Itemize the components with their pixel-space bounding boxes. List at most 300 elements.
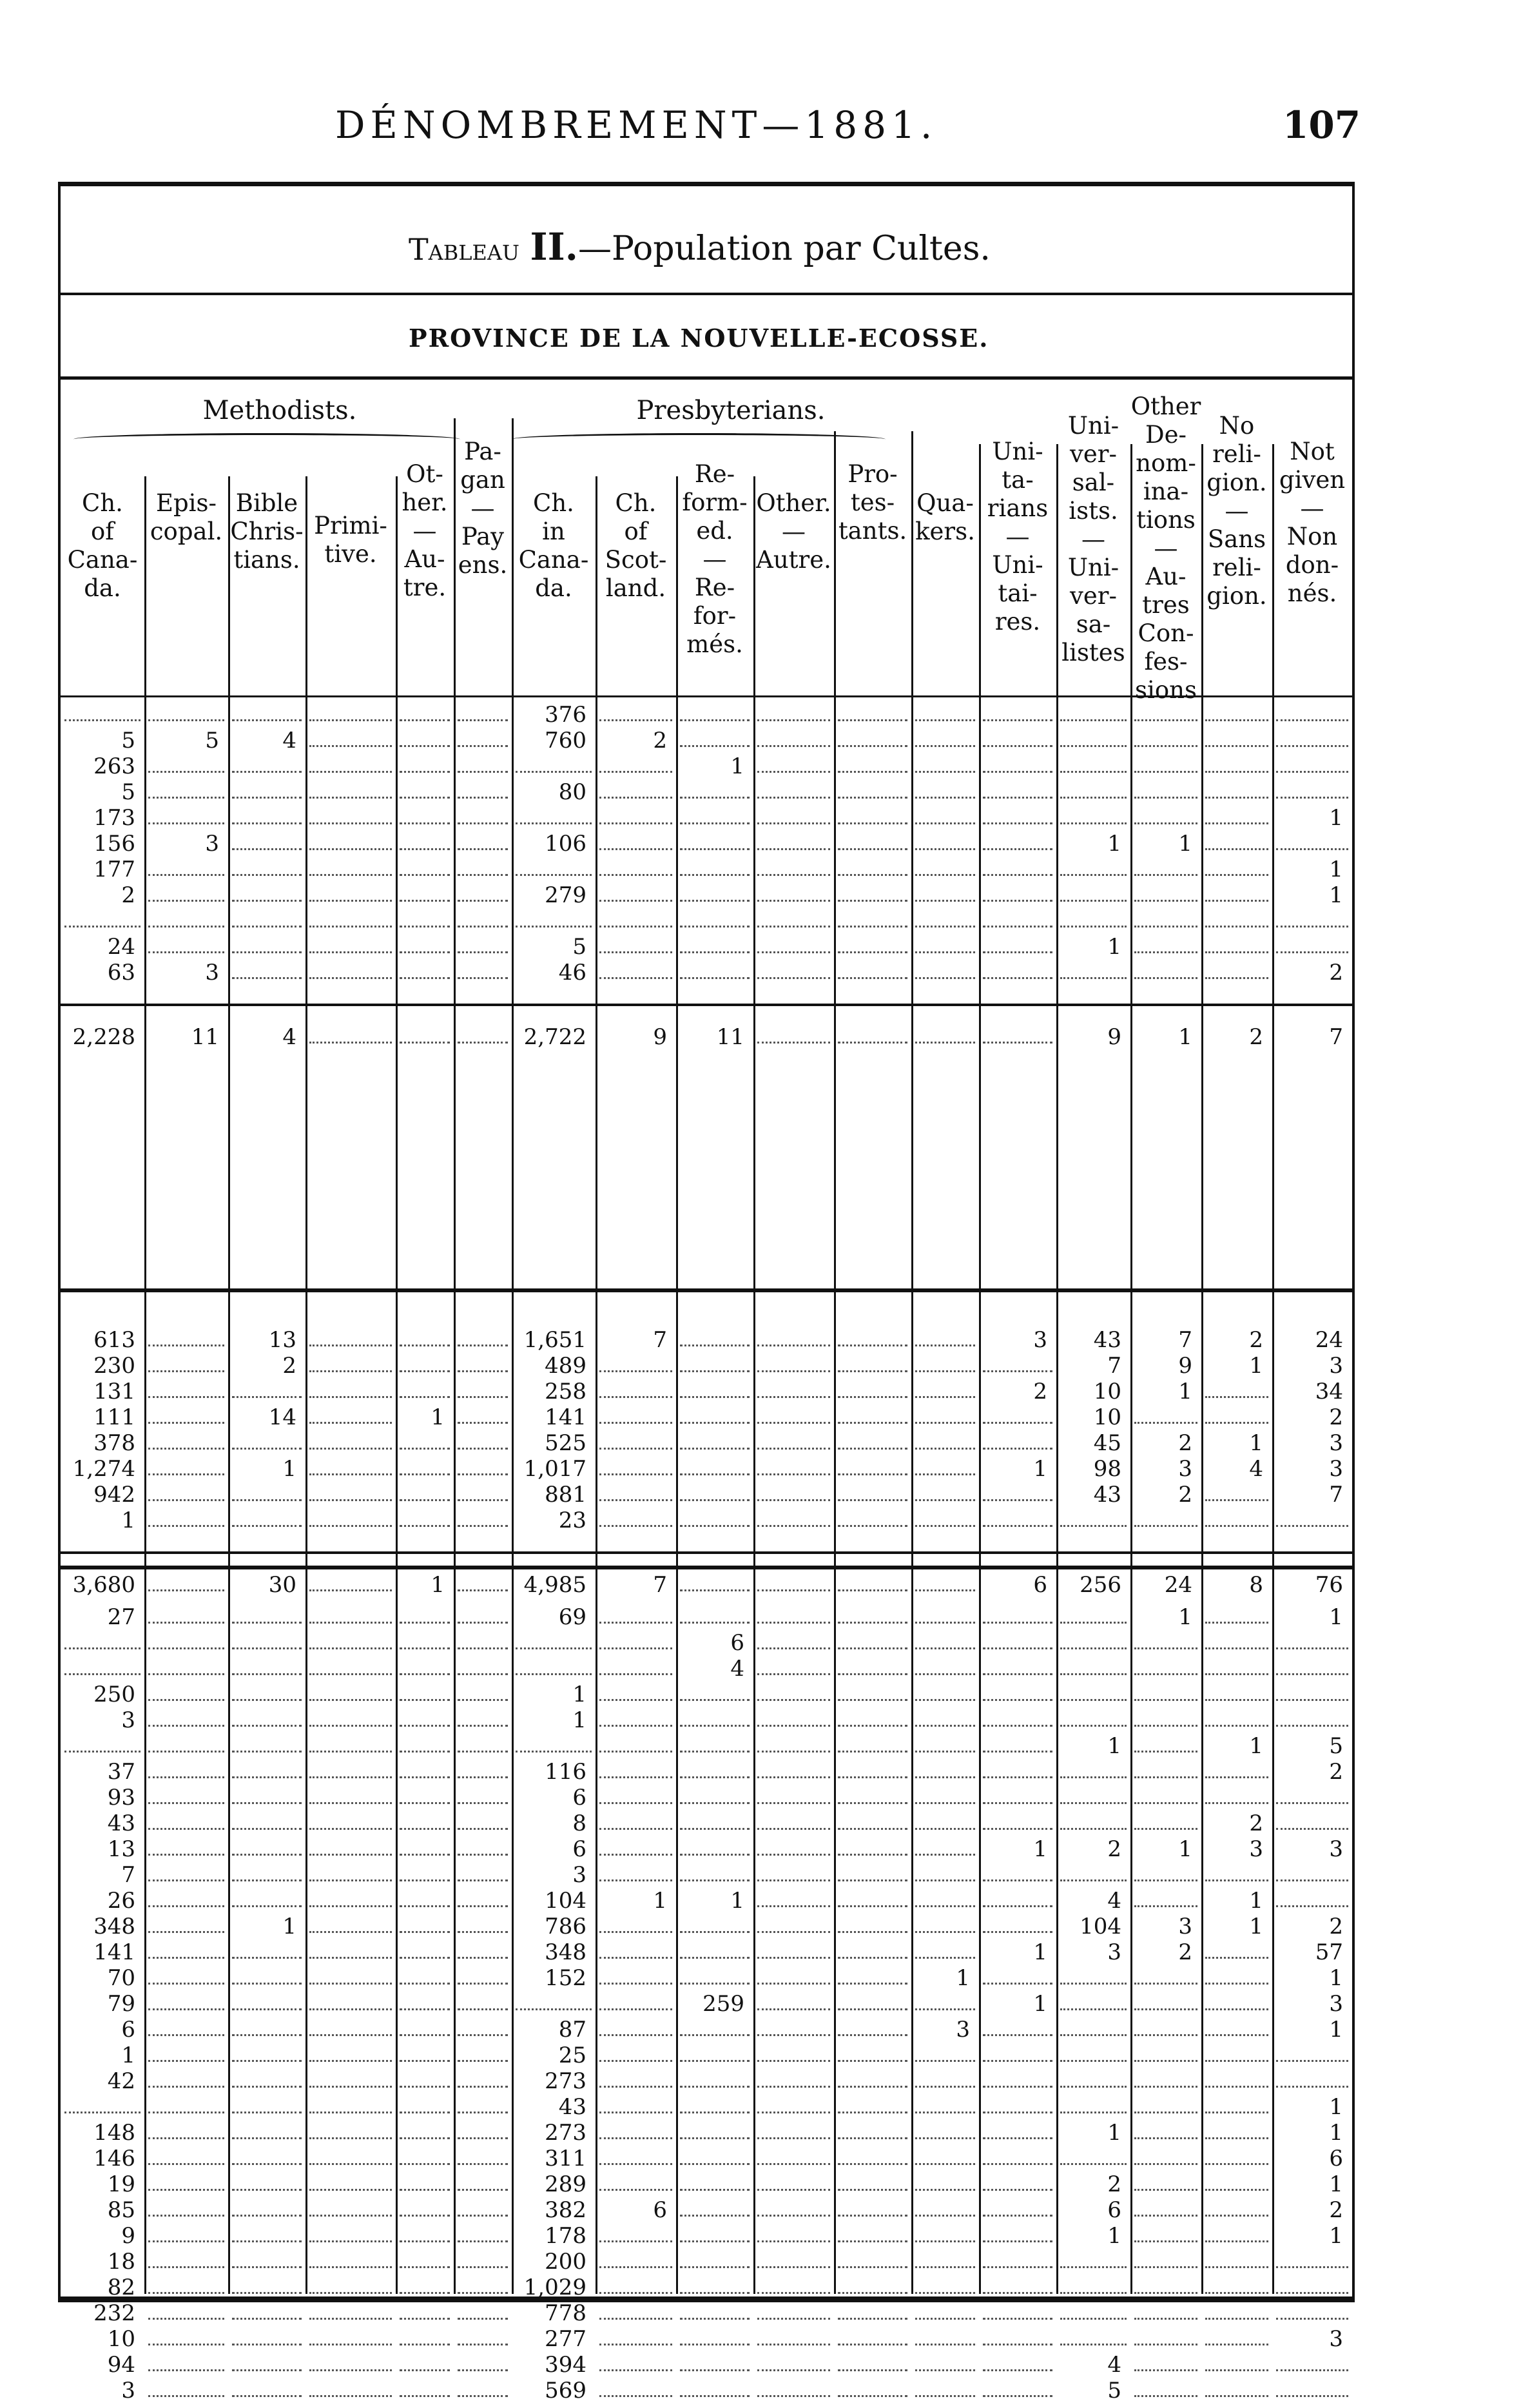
- cell-notgiven: 3: [1329, 1991, 1343, 2017]
- cell-pagan: [458, 2326, 508, 2345]
- cell-quakers: [915, 1404, 975, 1424]
- cell-protest: [838, 753, 907, 773]
- cell-p_other: [757, 2326, 830, 2345]
- cell-p_canada: [516, 1630, 592, 1649]
- cell-otherdenom: [1134, 2352, 1197, 2371]
- cell-quakers: 1: [956, 1965, 970, 1991]
- cell-protest: [838, 1707, 907, 1727]
- cell-pagan: [458, 1379, 508, 1398]
- cell-noreligion: 1: [1249, 1888, 1263, 1914]
- cell-p_scot: [599, 702, 672, 721]
- cell-univers: 7: [1107, 1353, 1121, 1379]
- cell-univers: 3: [1107, 1939, 1121, 1965]
- cell-notgiven: [1276, 2300, 1348, 2320]
- cell-m_other: [400, 1759, 450, 1778]
- total-otherdenom: 1: [1178, 1024, 1192, 1050]
- cell-m_primi: [309, 1353, 392, 1372]
- cell-univers: 10: [1093, 1379, 1121, 1404]
- cell-p_scot: [599, 1862, 672, 1881]
- cell-m_other: [400, 1991, 450, 2010]
- cell-univers: [1060, 2300, 1127, 2320]
- total-m_primi: [309, 1024, 392, 1044]
- cell-p_scot: [599, 1656, 672, 1675]
- cell-protest: [838, 1604, 907, 1624]
- table-row: [61, 1604, 1352, 1630]
- cell-p_other: [757, 753, 830, 773]
- cell-univers: 1: [1107, 831, 1121, 857]
- cell-m_other: [400, 702, 450, 721]
- cell-m_canada: 148: [93, 2120, 135, 2146]
- cell-pagan: [458, 728, 508, 747]
- total-pagan: [458, 1024, 508, 1044]
- cell-p_scot: [599, 1836, 672, 1856]
- cell-univers: 43: [1093, 1327, 1121, 1353]
- cell-noreligion: [1205, 805, 1268, 824]
- cell-p_other: [757, 934, 830, 953]
- cell-unitar: [983, 1785, 1052, 1804]
- cell-notgiven: 1: [1329, 2094, 1343, 2120]
- cell-unitar: [983, 2378, 1052, 2397]
- cell-p_scot: [599, 1811, 672, 1830]
- cell-p_other: [757, 2146, 830, 2165]
- section-rule: [61, 1288, 1352, 1292]
- cell-m_episc: [148, 2146, 224, 2165]
- cell-quakers: [915, 2300, 975, 2320]
- table-title-prefix: Tableau: [409, 232, 519, 267]
- cell-unitar: [983, 805, 1052, 824]
- table-row: [61, 779, 1352, 805]
- cell-p_ref: [680, 728, 750, 747]
- cell-p_other: [757, 805, 830, 824]
- cell-p_scot: 1: [653, 1888, 667, 1914]
- cell-unitar: [983, 2017, 1052, 2036]
- cell-p_ref: 1: [730, 753, 744, 779]
- cell-p_canada: 778: [545, 2300, 586, 2326]
- cell-p_ref: 259: [702, 1991, 744, 2017]
- cell-unitar: [983, 2326, 1052, 2345]
- cell-noreligion: 2: [1249, 1811, 1263, 1836]
- cell-m_bible: [232, 2300, 302, 2320]
- cell-otherdenom: [1134, 1656, 1197, 1675]
- cell-p_ref: [680, 1430, 750, 1450]
- cell-quakers: [915, 2223, 975, 2242]
- cell-quakers: [915, 1630, 975, 1649]
- total-row: [61, 1024, 1352, 1050]
- cell-notgiven: [1276, 2043, 1348, 2062]
- cell-otherdenom: [1134, 1862, 1197, 1881]
- cell-p_other: [757, 1353, 830, 1372]
- col-header-m_primi: Primi- tive.: [314, 512, 387, 568]
- cell-p_ref: [680, 2223, 750, 2242]
- cell-p_scot: [599, 1404, 672, 1424]
- cell-p_canada: 881: [545, 1482, 586, 1508]
- cell-m_canada: [64, 1656, 140, 1675]
- cell-m_primi: [309, 1707, 392, 1727]
- cell-pagan: [458, 2249, 508, 2268]
- cell-m_bible: [232, 1508, 302, 1527]
- cell-univers: [1060, 805, 1127, 824]
- cell-p_ref: [680, 805, 750, 824]
- cell-protest: [838, 728, 907, 747]
- cell-m_episc: [148, 2017, 224, 2036]
- cell-m_bible: 1: [282, 1456, 296, 1482]
- total-notgiven: 76: [1315, 1572, 1343, 1598]
- cell-m_canada: 3: [121, 2378, 135, 2403]
- cell-quakers: [915, 2068, 975, 2088]
- cell-univers: [1060, 882, 1127, 902]
- cell-otherdenom: [1134, 934, 1197, 953]
- cell-p_scot: [599, 1353, 672, 1372]
- cell-protest: [838, 2171, 907, 2191]
- cell-p_scot: [599, 1939, 672, 1959]
- cell-m_canada: 263: [93, 753, 135, 779]
- cell-p_scot: 7: [653, 1327, 667, 1353]
- cell-m_other: [400, 882, 450, 902]
- cell-m_episc: [148, 1630, 224, 1649]
- cell-m_primi: [309, 2094, 392, 2113]
- cell-noreligion: 4: [1249, 1456, 1263, 1482]
- cell-m_other: [400, 831, 450, 850]
- cell-p_ref: [680, 1379, 750, 1398]
- cell-protest: [838, 2146, 907, 2165]
- cell-p_other: [757, 1327, 830, 1346]
- cell-quakers: [915, 960, 975, 979]
- cell-unitar: [983, 1508, 1052, 1527]
- col-header-m_episc: Epis- copal.: [150, 489, 223, 545]
- cell-notgiven: 2: [1329, 1404, 1343, 1430]
- cell-p_ref: [680, 2094, 750, 2113]
- cell-notgiven: [1276, 908, 1348, 927]
- cell-p_scot: [599, 960, 672, 979]
- cell-pagan: [458, 2171, 508, 2191]
- cell-p_ref: [680, 1759, 750, 1778]
- cell-protest: [838, 779, 907, 799]
- cell-protest: [838, 1430, 907, 1450]
- cell-m_bible: [232, 908, 302, 927]
- cell-quakers: [915, 1508, 975, 1527]
- cell-m_episc: [148, 1914, 224, 1933]
- cell-noreligion: [1205, 2068, 1268, 2088]
- cell-otherdenom: [1134, 753, 1197, 773]
- table-row: [61, 805, 1352, 831]
- cell-p_canada: 311: [545, 2146, 586, 2171]
- cell-p_canada: [516, 908, 592, 927]
- cell-m_episc: [148, 1811, 224, 1830]
- cell-m_bible: [232, 960, 302, 979]
- cell-m_canada: 70: [107, 1965, 135, 1991]
- cell-quakers: [915, 2094, 975, 2113]
- cell-quakers: [915, 1733, 975, 1753]
- cell-otherdenom: [1134, 1630, 1197, 1649]
- cell-m_bible: [232, 1785, 302, 1804]
- cell-m_episc: [148, 1456, 224, 1475]
- cell-notgiven: 1: [1329, 1965, 1343, 1991]
- cell-m_primi: [309, 1914, 392, 1933]
- table-title-text: —Population par Cultes.: [578, 229, 991, 268]
- cell-m_episc: [148, 2171, 224, 2191]
- cell-m_canada: [64, 1733, 140, 1753]
- page-number: 107: [1283, 103, 1361, 147]
- cell-protest: [838, 1991, 907, 2010]
- cell-p_canada: 69: [558, 1604, 586, 1630]
- cell-p_scot: [599, 2043, 672, 2062]
- cell-quakers: [915, 1759, 975, 1778]
- cell-noreligion: [1205, 2249, 1268, 2268]
- cell-p_ref: [680, 1785, 750, 1804]
- cell-m_primi: [309, 2120, 392, 2139]
- cell-m_episc: [148, 934, 224, 953]
- cell-m_primi: [309, 779, 392, 799]
- cell-otherdenom: [1134, 2378, 1197, 2397]
- cell-m_episc: [148, 2197, 224, 2217]
- cell-otherdenom: [1134, 728, 1197, 747]
- cell-notgiven: 1: [1329, 2017, 1343, 2043]
- cell-quakers: [915, 2120, 975, 2139]
- table-row: [61, 882, 1352, 908]
- cell-univers: [1060, 1707, 1127, 1727]
- cell-quakers: [915, 1707, 975, 1727]
- cell-noreligion: [1205, 882, 1268, 902]
- cell-unitar: [983, 1604, 1052, 1624]
- cell-noreligion: [1205, 779, 1268, 799]
- cell-notgiven: [1276, 1508, 1348, 1527]
- cell-quakers: [915, 1604, 975, 1624]
- cell-quakers: [915, 1430, 975, 1450]
- cell-notgiven: [1276, 831, 1348, 850]
- cell-m_other: [400, 1430, 450, 1450]
- col-header-quakers: Qua- kers.: [915, 489, 975, 545]
- cell-m_primi: [309, 1939, 392, 1959]
- cell-quakers: [915, 2146, 975, 2165]
- cell-notgiven: 3: [1329, 1353, 1343, 1379]
- cell-noreligion: [1205, 2146, 1268, 2165]
- cell-m_bible: [232, 1862, 302, 1881]
- cell-pagan: [458, 2352, 508, 2371]
- cell-univers: [1060, 1604, 1127, 1624]
- total-quakers: [915, 1572, 975, 1591]
- cell-otherdenom: 1: [1178, 1379, 1192, 1404]
- cell-m_episc: [148, 805, 224, 824]
- cell-p_canada: 1,029: [523, 2275, 586, 2300]
- cell-m_bible: [232, 2146, 302, 2165]
- cell-p_other: [757, 2043, 830, 2062]
- cell-m_bible: [232, 2223, 302, 2242]
- cell-p_canada: 3: [572, 1862, 586, 1888]
- cell-p_other: [757, 1759, 830, 1778]
- cell-p_scot: [599, 1785, 672, 1804]
- cell-protest: [838, 1482, 907, 1501]
- cell-p_ref: [680, 1939, 750, 1959]
- cell-notgiven: [1276, 1656, 1348, 1675]
- cell-m_canada: 230: [93, 1353, 135, 1379]
- cell-m_other: [400, 1939, 450, 1959]
- cell-m_episc: [148, 2120, 224, 2139]
- cell-p_ref: [680, 1811, 750, 1830]
- column-headers: [61, 376, 1352, 704]
- cell-m_other: [400, 1836, 450, 1856]
- total-univers: 256: [1080, 1572, 1121, 1598]
- cell-univers: [1060, 2146, 1127, 2165]
- cell-p_ref: [680, 1965, 750, 1985]
- cell-m_primi: [309, 831, 392, 850]
- cell-pagan: [458, 1508, 508, 1527]
- cell-univers: [1060, 2249, 1127, 2268]
- cell-p_ref: [680, 2275, 750, 2294]
- cell-m_primi: [309, 857, 392, 876]
- cell-quakers: [915, 831, 975, 850]
- cell-otherdenom: [1134, 2068, 1197, 2088]
- cell-pagan: [458, 1811, 508, 1830]
- cell-univers: [1060, 728, 1127, 747]
- cell-pagan: [458, 2068, 508, 2088]
- cell-m_primi: [309, 1379, 392, 1398]
- cell-m_episc: 3: [205, 960, 219, 986]
- cell-protest: [838, 805, 907, 824]
- cell-unitar: [983, 2275, 1052, 2294]
- cell-otherdenom: 7: [1178, 1327, 1192, 1353]
- cell-pagan: [458, 882, 508, 902]
- cell-m_bible: [232, 1604, 302, 1624]
- cell-noreligion: [1205, 2094, 1268, 2113]
- cell-p_ref: [680, 2352, 750, 2371]
- total-m_other: 1: [431, 1572, 445, 1598]
- cell-m_canada: 6: [121, 2017, 135, 2043]
- cell-m_canada: 1,274: [72, 1456, 135, 1482]
- cell-m_primi: [309, 2275, 392, 2294]
- cell-protest: [838, 1888, 907, 1907]
- cell-notgiven: [1276, 2352, 1348, 2371]
- cell-m_episc: [148, 1327, 224, 1346]
- col-header-p_other: Other. — Autre.: [756, 489, 831, 574]
- cell-p_ref: [680, 1682, 750, 1701]
- table-row: [61, 2146, 1352, 2171]
- cell-p_ref: [680, 779, 750, 799]
- cell-protest: [838, 1811, 907, 1830]
- cell-m_episc: [148, 2043, 224, 2062]
- cell-m_episc: [148, 2094, 224, 2113]
- cell-unitar: [983, 882, 1052, 902]
- cell-noreligion: [1205, 1379, 1268, 1398]
- cell-p_other: [757, 1914, 830, 1933]
- cell-p_other: [757, 1682, 830, 1701]
- cell-quakers: [915, 2171, 975, 2191]
- cell-unitar: [983, 2043, 1052, 2062]
- cell-p_scot: [599, 2326, 672, 2345]
- cell-p_ref: [680, 831, 750, 850]
- cell-p_canada: 376: [545, 702, 586, 728]
- cell-pagan: [458, 1353, 508, 1372]
- table-row: [61, 753, 1352, 779]
- cell-m_episc: [148, 753, 224, 773]
- cell-m_canada: 348: [93, 1914, 135, 1939]
- cell-protest: [838, 1759, 907, 1778]
- cell-notgiven: [1276, 934, 1348, 953]
- cell-univers: 104: [1080, 1914, 1121, 1939]
- col-header-pagan: Pa- gan — Pay ens.: [458, 438, 508, 579]
- cell-noreligion: [1205, 908, 1268, 927]
- cell-univers: [1060, 702, 1127, 721]
- cell-p_ref: [680, 1508, 750, 1527]
- cell-noreligion: [1205, 831, 1268, 850]
- cell-p_scot: [599, 1991, 672, 2010]
- cell-protest: [838, 1508, 907, 1527]
- cell-otherdenom: [1134, 1785, 1197, 1804]
- table-row: [61, 2197, 1352, 2223]
- cell-m_bible: [232, 1836, 302, 1856]
- cell-m_bible: [232, 2275, 302, 2294]
- cell-m_other: [400, 2094, 450, 2113]
- cell-pagan: [458, 1707, 508, 1727]
- cell-otherdenom: 3: [1178, 1914, 1192, 1939]
- cell-unitar: [983, 934, 1052, 953]
- cell-quakers: [915, 1991, 975, 2010]
- cell-unitar: [983, 908, 1052, 927]
- cell-m_canada: [64, 908, 140, 927]
- cell-univers: 6: [1107, 2197, 1121, 2223]
- cell-unitar: 3: [1033, 1327, 1047, 1353]
- cell-pagan: [458, 702, 508, 721]
- cell-otherdenom: 2: [1178, 1482, 1192, 1508]
- cell-quakers: [915, 1811, 975, 1830]
- cell-m_canada: 94: [107, 2352, 135, 2378]
- cell-p_other: [757, 2094, 830, 2113]
- cell-univers: [1060, 1991, 1127, 2010]
- cell-m_bible: [232, 857, 302, 876]
- cell-otherdenom: [1134, 2249, 1197, 2268]
- cell-quakers: [915, 2378, 975, 2397]
- cell-noreligion: [1205, 728, 1268, 747]
- cell-p_canada: 1,651: [523, 1327, 586, 1353]
- cell-otherdenom: [1134, 2146, 1197, 2165]
- cell-pagan: [458, 1733, 508, 1753]
- cell-unitar: [983, 1482, 1052, 1501]
- cell-m_canada: 5: [121, 779, 135, 805]
- cell-m_bible: [232, 831, 302, 850]
- cell-m_primi: [309, 1965, 392, 1985]
- cell-m_other: [400, 1811, 450, 1830]
- cell-m_other: [400, 2197, 450, 2217]
- cell-protest: [838, 1630, 907, 1649]
- cell-m_episc: [148, 1965, 224, 1985]
- cell-otherdenom: [1134, 2275, 1197, 2294]
- cell-otherdenom: [1134, 857, 1197, 876]
- cell-otherdenom: [1134, 1404, 1197, 1424]
- cell-m_episc: 5: [205, 728, 219, 753]
- cell-m_primi: [309, 1991, 392, 2010]
- cell-quakers: [915, 857, 975, 876]
- cell-m_episc: [148, 1759, 224, 1778]
- cell-m_other: [400, 2249, 450, 2268]
- cell-m_bible: 4: [282, 728, 296, 753]
- cell-m_primi: [309, 1430, 392, 1450]
- cell-p_other: [757, 702, 830, 721]
- cell-m_other: [400, 728, 450, 747]
- cell-univers: [1060, 1965, 1127, 1985]
- cell-p_other: [757, 1379, 830, 1398]
- cell-otherdenom: [1134, 805, 1197, 824]
- cell-unitar: [983, 1353, 1052, 1372]
- cell-m_other: [400, 2120, 450, 2139]
- cell-m_primi: [309, 1482, 392, 1501]
- col-header-p_ref: Re- form- ed. — Re- for- més.: [682, 460, 748, 658]
- cell-p_scot: [599, 2120, 672, 2139]
- cell-unitar: [983, 702, 1052, 721]
- cell-pagan: [458, 1630, 508, 1649]
- cell-m_episc: [148, 2378, 224, 2397]
- section-rule: [61, 1566, 1352, 1569]
- col-header-otherdenom: Other De- nom- ina- tions — Au- tres Con- fes- sions: [1130, 393, 1201, 704]
- total-notgiven: 7: [1329, 1024, 1343, 1050]
